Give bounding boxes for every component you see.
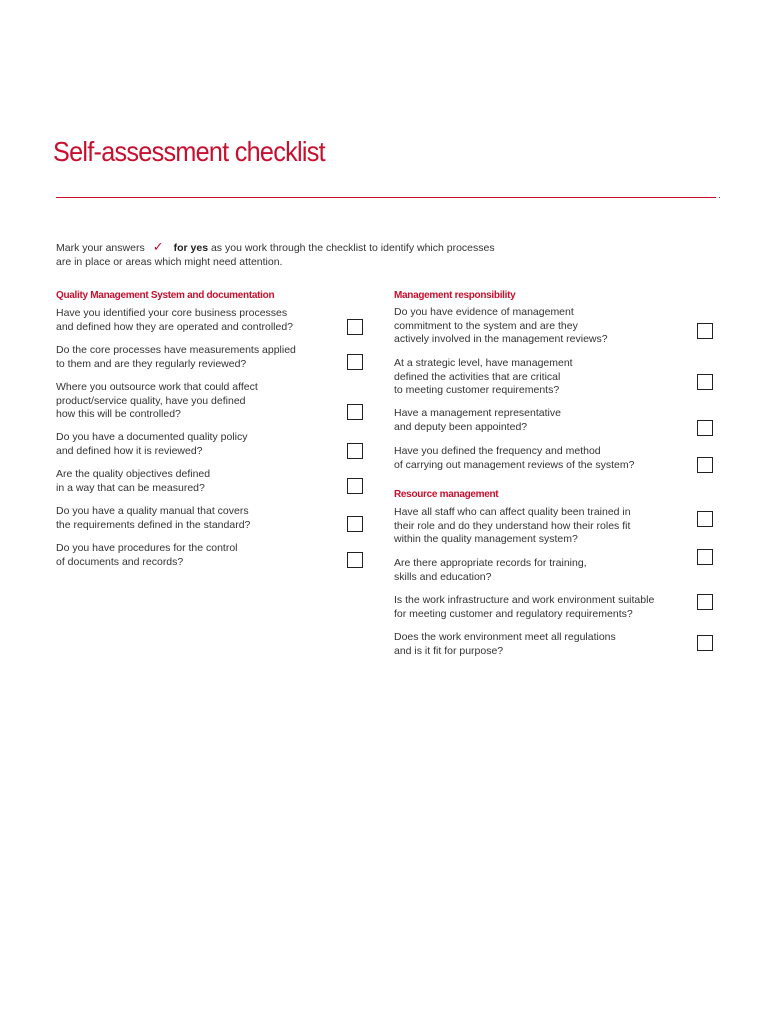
question-line: to them and are they regularly reviewed? [56, 357, 247, 370]
question-line: the requirements defined in the standard? [56, 518, 251, 531]
question-resource-1 [394, 506, 631, 547]
question-line: to meeting customer requirements? [394, 384, 560, 396]
answer-checkbox-qms-3[interactable] [347, 404, 363, 420]
question-line: how this will be controlled? [56, 408, 181, 420]
intro-line-1 [56, 240, 516, 255]
answer-checkbox-qms-6[interactable] [347, 516, 363, 532]
section-heading-qms: Quality Management System and documentation [56, 290, 275, 301]
question-line: and is it fit for purpose? [394, 644, 504, 657]
answer-checkbox-qms-7[interactable] [347, 552, 363, 568]
question-line: Have you defined the frequency and method [394, 445, 601, 457]
question-line: Do you have a documented quality policy [56, 431, 248, 443]
question-resource-3 [394, 594, 654, 621]
question-resource-2 [394, 557, 587, 584]
intro-prefix: Mark your answers [56, 242, 145, 254]
question-line: skills and education? [394, 570, 492, 583]
question-line: of documents and records? [56, 555, 184, 568]
checkmark-icon: ✓ [152, 239, 164, 254]
question-qms-5 [56, 468, 210, 495]
question-mgmt-2 [394, 357, 573, 398]
question-line: Are the quality objectives defined [56, 468, 211, 480]
section-heading-management: Management responsibility [394, 290, 516, 301]
answer-checkbox-resource-2[interactable] [697, 549, 713, 565]
question-line: Are there appropriate records for training, [394, 557, 587, 569]
divider-end-dot [719, 197, 720, 198]
answer-checkbox-qms-5[interactable] [347, 478, 363, 494]
question-line: Is the work infrastructure and work environment suitable [394, 594, 655, 606]
question-line: Where you outsource work that could affect [56, 381, 258, 393]
answer-checkbox-qms-4[interactable] [347, 443, 363, 459]
intro-line-2: are in place or areas which might need attention. [56, 256, 283, 268]
question-line: Does the work environment meet all regulations [394, 631, 616, 643]
question-mgmt-4 [394, 445, 634, 472]
question-line: Do you have procedures for the control [56, 542, 238, 554]
answer-checkbox-resource-1[interactable] [697, 511, 713, 527]
question-line: Have you identified your core business processes [56, 307, 288, 319]
question-qms-2 [56, 344, 296, 371]
answer-checkbox-resource-4[interactable] [697, 635, 713, 651]
question-qms-4 [56, 431, 247, 458]
answer-checkbox-qms-2[interactable] [347, 354, 363, 370]
question-mgmt-1 [394, 306, 608, 347]
question-qms-7 [56, 542, 238, 569]
intro-suffix: as you work through the checklist to identify which processes [210, 242, 495, 254]
question-line: within the quality management system? [394, 533, 578, 545]
question-line: Do you have a quality manual that covers [56, 505, 249, 517]
answer-checkbox-mgmt-2[interactable] [697, 374, 713, 390]
answer-checkbox-mgmt-3[interactable] [697, 420, 713, 436]
answer-checkbox-qms-1[interactable] [347, 319, 363, 335]
question-line: product/service quality, have you defined [56, 394, 246, 407]
question-line: Have all staff who can affect quality been trained in [394, 506, 631, 518]
question-line: Do the core processes have measurements applied [56, 344, 296, 356]
question-line: and defined how they are operated and controlled? [56, 320, 294, 333]
question-qms-3 [56, 381, 258, 422]
question-line: of carrying out management reviews of the system? [394, 458, 635, 471]
question-line: in a way that can be measured? [56, 481, 205, 494]
question-line: and deputy been appointed? [394, 420, 528, 433]
title-divider [56, 197, 716, 198]
question-line: and defined how it is reviewed? [56, 444, 203, 457]
question-line: their role and do they understand how their roles fit [394, 519, 631, 532]
answer-checkbox-mgmt-4[interactable] [697, 457, 713, 473]
question-qms-6 [56, 505, 250, 532]
question-line: defined the activities that are critical [394, 370, 561, 383]
answer-checkbox-resource-3[interactable] [697, 594, 713, 610]
page-title: Self-assessment checklist [53, 136, 325, 167]
section-heading-resource: Resource management [394, 489, 499, 500]
question-line: Do you have evidence of management [394, 306, 574, 318]
intro-bold: for yes [173, 242, 209, 254]
question-line: commitment to the system and are they [394, 319, 578, 332]
question-resource-4 [394, 631, 616, 658]
question-line: for meeting customer and regulatory requirements? [394, 607, 633, 620]
question-qms-1 [56, 307, 293, 334]
question-line: Have a management representative [394, 407, 561, 419]
question-line: actively involved in the management reviews? [394, 333, 608, 345]
answer-checkbox-mgmt-1[interactable] [697, 323, 713, 339]
question-mgmt-3 [394, 407, 561, 434]
intro-text [56, 240, 516, 269]
question-line: At a strategic level, have management [394, 357, 573, 369]
